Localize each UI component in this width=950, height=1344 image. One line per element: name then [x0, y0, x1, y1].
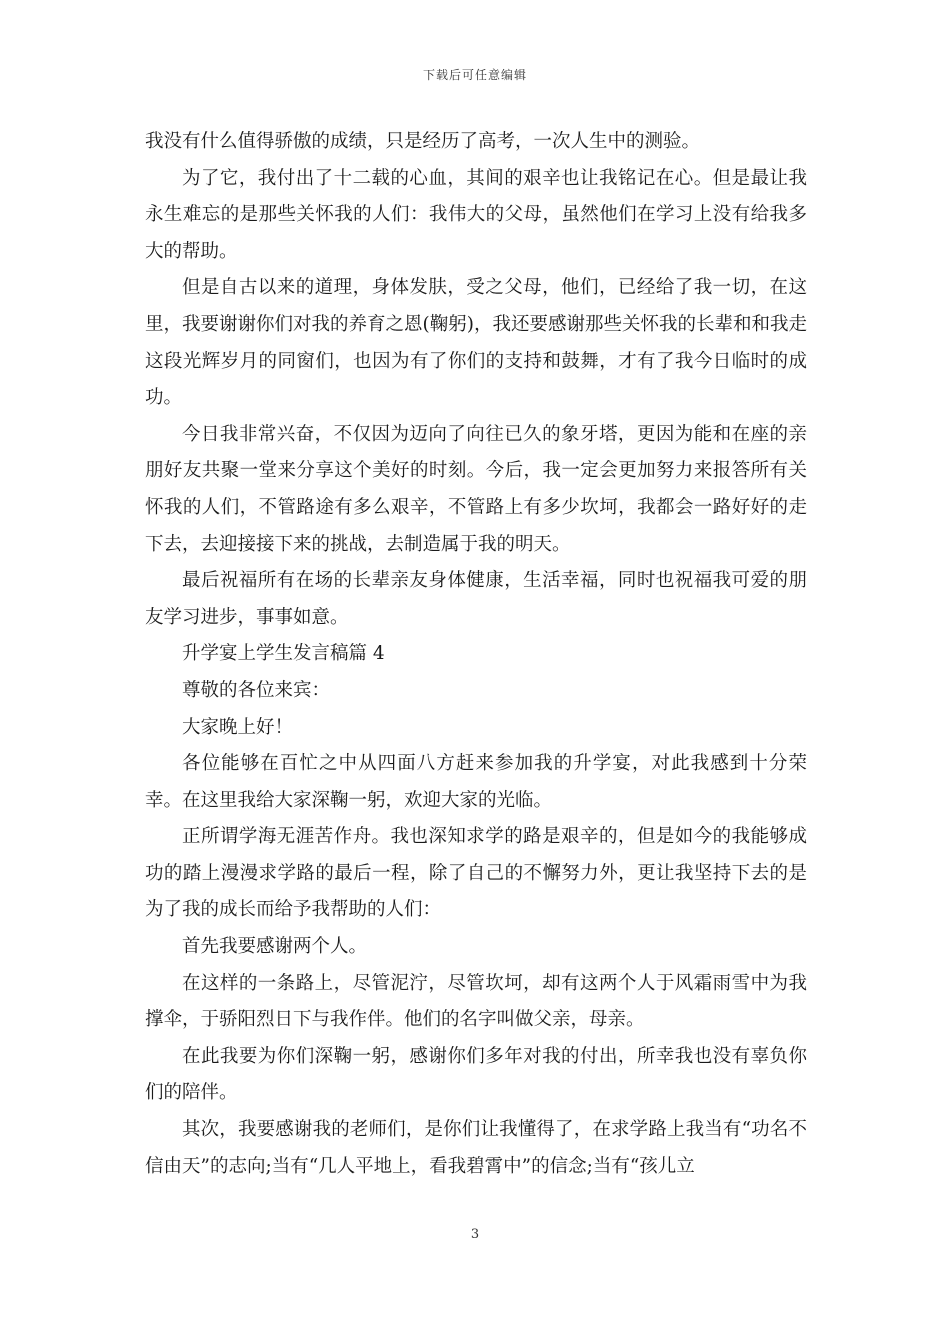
paragraph: 正所谓学海无涯苦作舟。我也深知求学的路是艰辛的，但是如今的我能够成功的踏上漫漫求学路的最后一程，除了自己的不懈努力外，更让我坚持下去的是为了我的成长而给予我帮助的人们：: [145, 826, 807, 921]
greeting: 大家晚上好！: [182, 716, 294, 738]
paragraph: 最后祝福所有在场的长辈亲友身体健康，生活幸福，同时也祝福我可爱的朋友学习进步，事事如意。: [145, 570, 807, 628]
paragraph: 首先我要感谢两个人。: [182, 936, 368, 958]
page-number: 3: [470, 1227, 480, 1242]
paragraph: 各位能够在百忙之中从四面八方赶来参加我的升学宴，对此我感到十分荣幸。在这里我给大家深鞠一躬，欢迎大家的光临。: [145, 753, 807, 811]
section-title: 升学宴上学生发言稿篇 4: [182, 643, 385, 665]
document-body: [145, 124, 807, 1185]
paragraph: 但是自古以来的道理，身体发肤，受之父母，他们，已经给了我一切，在这里，我要谢谢你们对我的养育之恩(鞠躬)，我还要感谢那些关怀我的长辈和和我走这段光辉岁月的同窗们，也因为有了你们的支持和鼓舞，才有了我今日临时的成功。: [145, 277, 807, 409]
paragraph: 今日我非常兴奋，不仅因为迈向了向往已久的象牙塔，更因为能和在座的亲朋好友共聚一堂来分享这个美好的时刻。今后，我一定会更加努力来报答所有关怀我的人们，不管路途有多么艰辛，不管路上有多少坎坷，我都会一路好好的走下去，去迎接接下来的挑战，去制造属于我的明天。: [145, 423, 807, 555]
paragraph: 在此我要为你们深鞠一躬，感谢你们多年对我的付出，所幸我也没有辜负你们的陪伴。: [145, 1045, 807, 1104]
paragraph: 在这样的一条路上，尽管泥泞，尽管坎坷，却有这两个人于风霜雨雪中为我撑伞，于骄阳烈日下与我作伴。他们的名字叫做父亲，母亲。: [145, 972, 807, 1031]
salutation: 尊敬的各位来宾：: [182, 679, 331, 701]
paragraph: 其次，我要感谢我的老师们，是你们让我懂得了，在求学路上我当有“功名不信由天”的志向;当有“几人平地上，看我碧霄中”的信念;当有“孩儿立: [145, 1119, 807, 1177]
paragraph: 为了它，我付出了十二载的心血，其间的艰辛也让我铭记在心。但是最让我永生难忘的是那些关怀我的人们：我伟大的父母，虽然他们在学习上没有给我多大的帮助。: [145, 167, 807, 262]
paragraph: 我没有什么值得骄傲的成绩，只是经历了高考，一次人生中的测验。: [145, 131, 701, 152]
page-header: 下载后可任意编辑: [422, 68, 527, 82]
